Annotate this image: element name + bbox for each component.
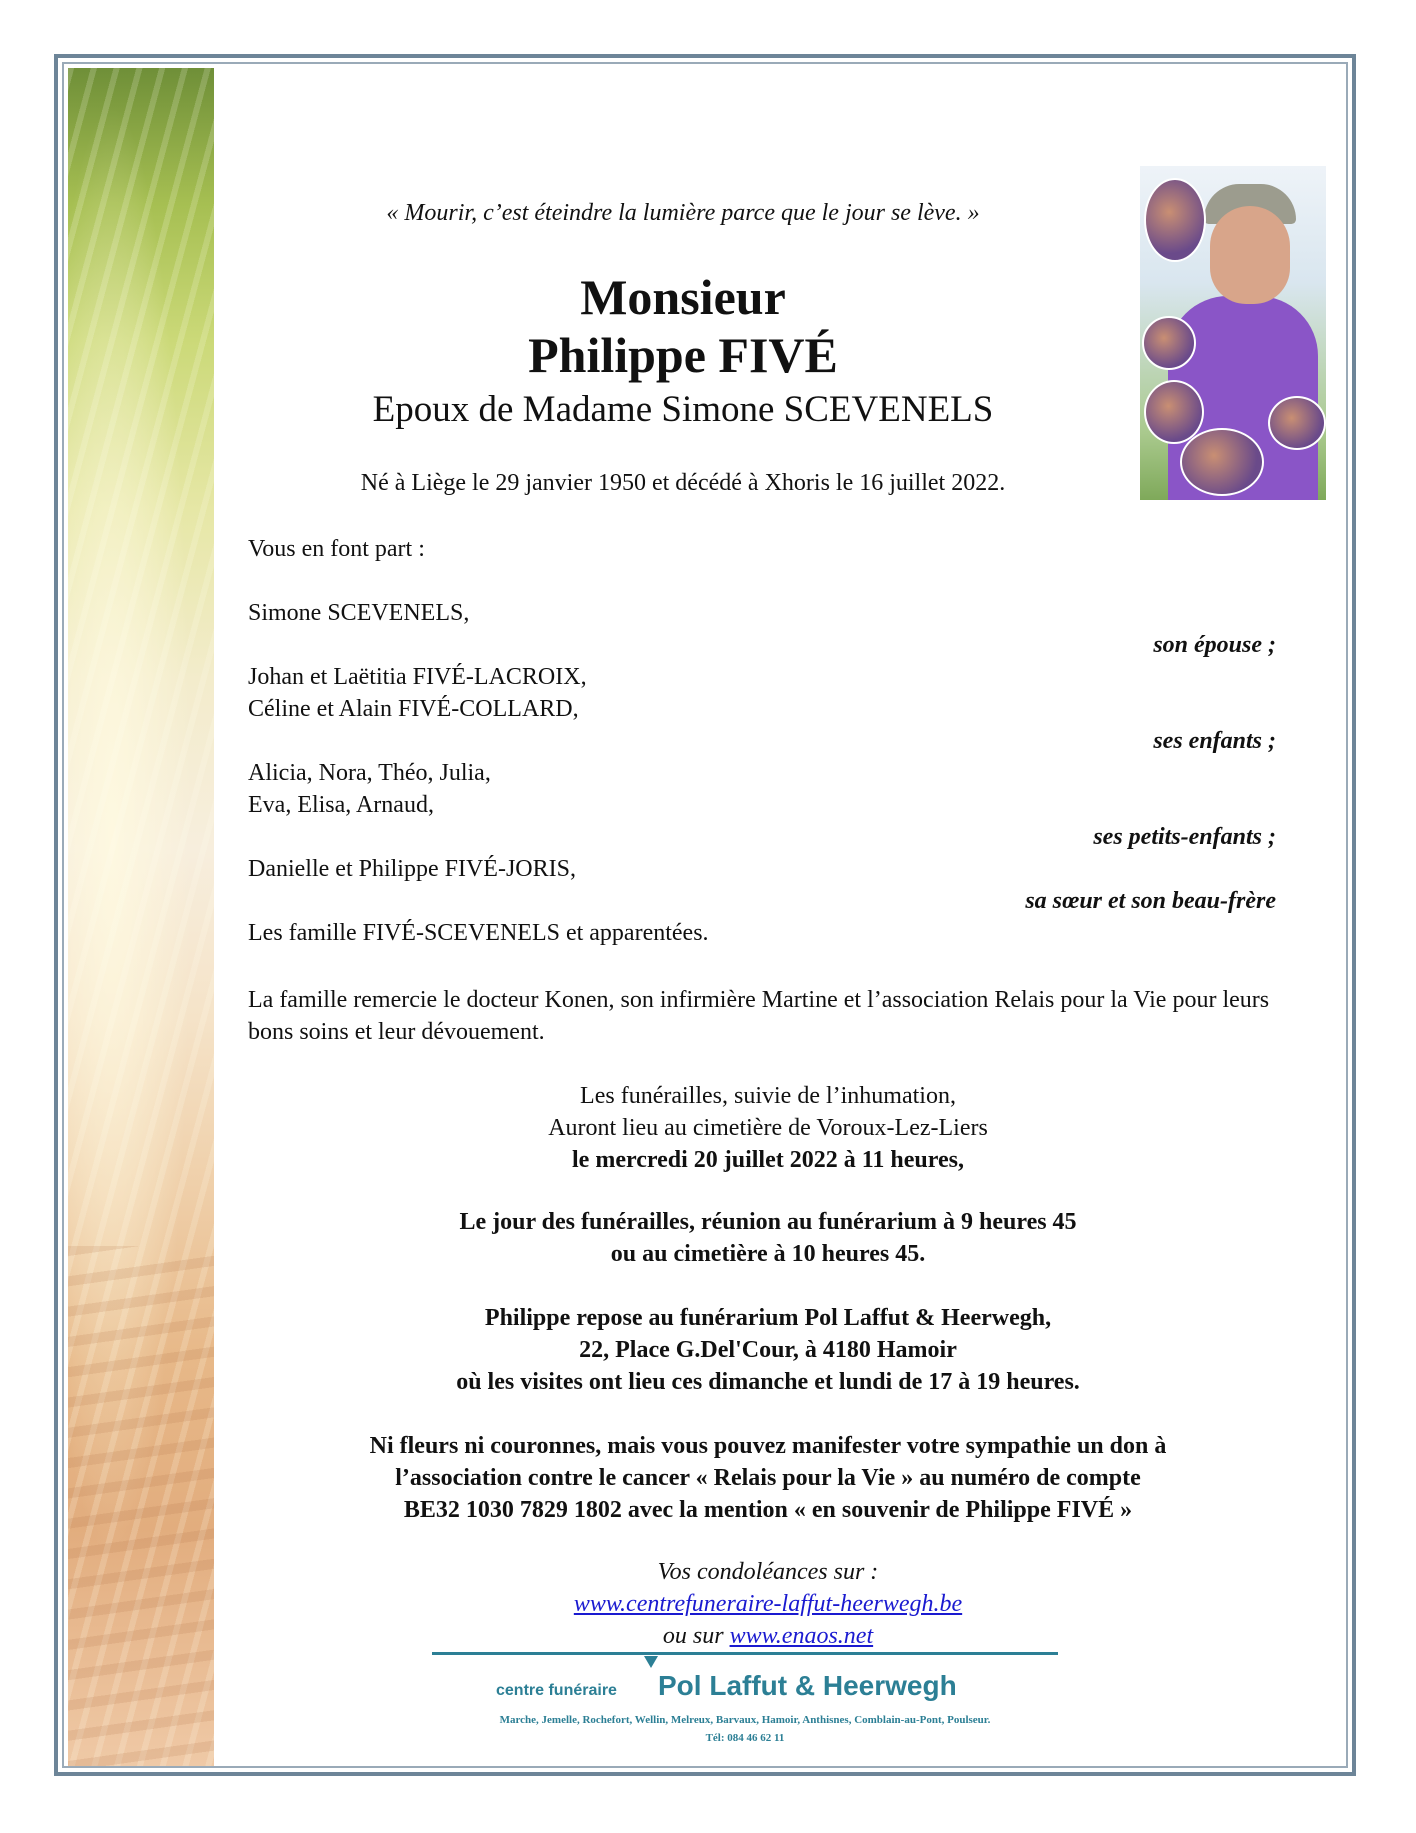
logo-triangle-icon: [644, 1656, 658, 1668]
meeting-line-1: Le jour des funérailles, réunion au funérarium à 9 heures 45: [459, 1209, 1077, 1235]
family-sister: Danielle et Philippe FIVÉ-JORIS,: [248, 856, 576, 882]
forest-path-image: [68, 68, 214, 1766]
condolences-label: Vos condoléances sur :: [657, 1559, 879, 1585]
flowers-line-3: BE32 1030 7829 1802 avec la mention « en souvenir de Philippe FIVÉ »: [403, 1497, 1133, 1523]
family-children-1: Johan et Laëtitia FIVÉ-LACROIX,: [248, 664, 587, 690]
relation-spouse: son épouse ;: [1153, 632, 1276, 658]
family-others: Les famille FIVÉ-SCEVENELS et apparentées.: [248, 920, 709, 946]
repose-line-2: 22, Place G.Del'Cour, à 4180 Hamoir: [579, 1337, 957, 1363]
family-children-2: Céline et Alain FIVÉ-COLLARD,: [248, 696, 579, 722]
logo-company-name: Pol Laffut & Heerwegh: [658, 1670, 957, 1701]
collage-bubble: [1268, 396, 1326, 450]
collage-bubble: [1142, 316, 1196, 370]
announce-text: Vous en font part :: [248, 536, 425, 562]
relation-grandchildren: ses petits-enfants ;: [1093, 824, 1276, 850]
relation-sister: sa sœur et son beau-frère: [1025, 888, 1276, 914]
collage-bubble: [1144, 178, 1206, 262]
logo-towns: Marche, Jemelle, Rochefort, Wellin, Melreux, Barvaux, Hamoir, Anthisnes, Comblain-au-Pont, Poulseur.: [499, 1714, 991, 1726]
funeral-line-3: le mercredi 20 juillet 2022 à 11 heures,: [572, 1147, 964, 1173]
logo-rule: [432, 1652, 1058, 1655]
meeting-block: [248, 1206, 1288, 1270]
repose-line-1: Philippe repose au funérarium Pol Laffut & Heerwegh,: [484, 1305, 1052, 1331]
quote: « Mourir, c’est éteindre la lumière parce que le jour se lève. »: [386, 200, 980, 226]
relation-children: ses enfants ;: [1153, 728, 1276, 754]
family-spouse: Simone SCEVENELS,: [248, 600, 470, 626]
family-grandchildren-2: Eva, Elisa, Arnaud,: [248, 792, 434, 818]
meeting-line-2: ou au cimetière à 10 heures 45.: [610, 1241, 926, 1267]
repose-block: [248, 1302, 1288, 1398]
logo-phone: Tél: 084 46 62 11: [705, 1732, 785, 1744]
birth-death-line: Né à Liège le 29 janvier 1950 et décédé à Xhoris le 16 juillet 2022.: [360, 470, 1006, 496]
deceased-name: Philippe FIVÉ: [528, 327, 838, 383]
flowers-line-2: l’association contre le cancer « Relais pour la Vie » au numéro de compte: [395, 1465, 1141, 1491]
face: [1210, 206, 1290, 304]
collage-bubble: [1180, 428, 1264, 496]
funeral-block: [248, 1080, 1288, 1176]
logo-small-text: centre funéraire: [496, 1682, 617, 1699]
condolences-link-1[interactable]: www.centrefuneraire-laffut-heerwegh.be: [573, 1591, 963, 1617]
repose-line-3: où les visites ont lieu ces dimanche et lundi de 17 à 19 heures.: [456, 1369, 1080, 1395]
flowers-line-1: Ni fleurs ni couronnes, mais vous pouvez manifester votre sympathie un don à: [369, 1433, 1167, 1459]
spouse-line: Epoux de Madame Simone SCEVENELS: [372, 389, 994, 430]
flowers-block: [248, 1430, 1288, 1526]
condolences-link-2[interactable]: www.enaos.net: [729, 1623, 874, 1649]
title-honorific: Monsieur: [580, 269, 786, 325]
condolences-block: [248, 1556, 1288, 1652]
funeral-line-2: Auront lieu au cimetière de Voroux-Lez-Liers: [548, 1115, 988, 1141]
portrait-photo-collage: [1140, 166, 1326, 500]
family-grandchildren-1: Alicia, Nora, Théo, Julia,: [248, 760, 491, 786]
funeral-line-1: Les funérailles, suivie de l’inhumation,: [580, 1083, 956, 1109]
thanks-paragraph: La famille remercie le docteur Konen, son infirmière Martine et l’association Relais pour la Vie pour leurs bons soins et leur dévouement.: [248, 987, 1270, 1045]
condolences-or-on: ou sur: [662, 1623, 724, 1649]
